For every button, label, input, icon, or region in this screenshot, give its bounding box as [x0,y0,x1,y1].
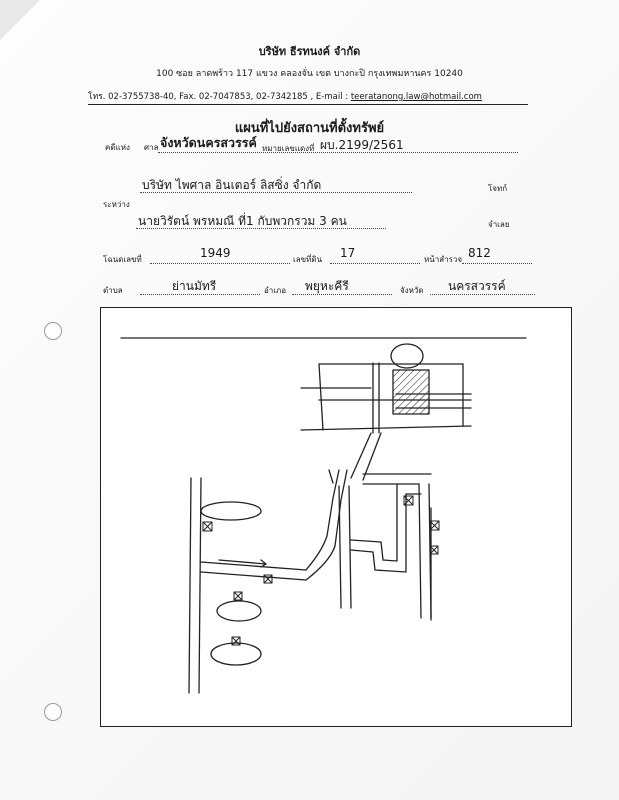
court-underline [158,152,518,153]
punch-hole-icon [44,703,62,721]
survey-page-label: หน้าสำรวจ [424,255,463,264]
office-building-icon [232,637,240,645]
defendant-label: จำเลย [488,220,510,229]
map-road-edge [351,433,371,478]
land-no-label: เลขที่ดิน [293,255,323,264]
company-address: 100 ซอย ลาดพร้าว 117 แขวง คลองจั่น เขต บางกะปิ กรุงเทพมหานคร 10240 [156,69,463,79]
district-label: อำเภอ [264,286,287,295]
case-no-value: ผบ.2199/2561 [320,138,404,152]
survey-page-value: 812 [468,246,491,260]
survey-page-underline [462,263,532,264]
case-no-label: หมายเลขแดงที่ [262,144,315,153]
map-road-edge [306,470,339,570]
court-label-prefix: คดีแห่ง [105,143,130,152]
plaintiff-underline [140,192,412,193]
map-road-edge [329,470,333,483]
defendant-underline [136,228,386,229]
land-no-underline [330,263,420,264]
folded-corner [0,0,40,40]
contact-email[interactable]: teeratanong.law@hotmail.com [350,92,482,102]
subdistrict-value: ย่านมัทรี [172,279,217,293]
map-label-bubble [201,502,261,520]
map-label-bubble [217,601,261,621]
map-road-edge [319,364,323,430]
contact-phone-fax: โทร. 02-3755738-40, Fax. 02-7047853, 02-7342185 , E-mail : [88,92,351,102]
province-value: นครสวรรค์ [448,279,506,293]
land-no-value: 17 [340,246,356,260]
map-highway-edge [189,478,191,693]
plaintiff-value: บริษัท ไพศาล อินเตอร์ ลิสซิ่ง จำกัด [142,178,322,192]
map-road-edge [351,484,397,561]
subdistrict-underline [140,294,260,295]
plaintiff-label: โจทก์ [488,184,508,193]
location-map-drawing [101,308,570,725]
punch-hole-icon [44,322,62,340]
province-label: จังหวัด [400,286,424,295]
map-road-edge [201,572,306,580]
office-building-icon [203,522,212,531]
province-underline [430,294,535,295]
location-map [100,307,572,727]
company-contact [88,89,528,105]
office-building-icon [264,575,272,583]
subdistrict-label: ตำบล [103,286,123,295]
document-title: แผนที่ไปยังสถานที่ตั้งทรัพย์ [234,121,385,136]
district-underline [292,294,392,295]
deed-label: โฉนดเลขที่ [103,255,142,264]
office-building-icon [234,592,242,600]
map-road-edge [349,486,351,608]
court-value: จังหวัดนครสวรรค์ [160,135,257,150]
deed-value: 1949 [200,246,231,260]
district-value: พยุหะคีรี [305,279,349,293]
company-name: บริษัท ธีรทนงค์ จำกัด [258,45,361,58]
map-road-edge [301,426,471,430]
deed-underline [150,263,290,264]
map-road-edge [419,484,421,618]
court-label: ศาล [144,143,159,152]
map-road-edge [363,433,381,480]
map-label-bubble [211,643,261,665]
between-label: ระหว่าง [103,200,130,209]
defendant-value: นายวิรัตน์ พรหมณี ที่1 กับพวกรวม 3 คน [138,214,347,228]
map-road-edge [351,494,406,572]
